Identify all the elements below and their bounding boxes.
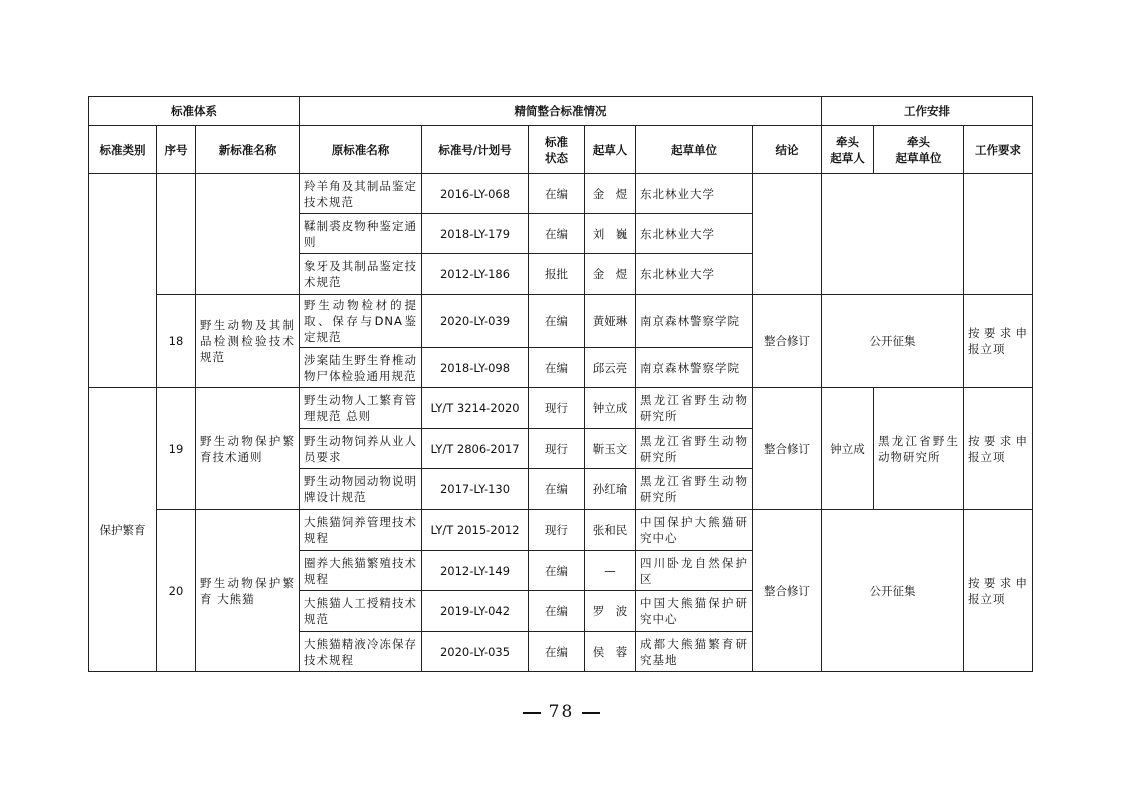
lead-cell-empty: [822, 174, 964, 295]
requirement-cell-empty: [964, 174, 1033, 295]
status-cell: 在编: [529, 551, 585, 591]
orig-name-cell: 羚羊角及其制品鉴定技术规范: [300, 174, 422, 214]
conclusion-cell: 整合修订: [753, 295, 822, 388]
std-no-cell: 2012-LY-149: [422, 551, 529, 591]
drafter-cell: 罗 波: [585, 591, 636, 632]
std-no-cell: LY/T 3214-2020: [422, 388, 529, 429]
drafting-unit-cell: 四川卧龙自然保护区: [636, 551, 753, 591]
status-cell: 在编: [529, 174, 585, 214]
page-number-value: 78: [548, 702, 575, 722]
group-header-streamline: 精简整合标准情况: [300, 97, 822, 126]
col-header-seq: 序号: [157, 126, 196, 174]
status-cell: 现行: [529, 429, 585, 469]
orig-name-cell: 象牙及其制品鉴定技术规范: [300, 254, 422, 295]
std-no-cell: 2017-LY-130: [422, 469, 529, 510]
drafter-cell: —: [585, 551, 636, 591]
orig-name-cell: 大熊猫人工授精技术规范: [300, 591, 422, 632]
col-header-category: 标准类别: [89, 126, 157, 174]
status-cell: 报批: [529, 254, 585, 295]
col-header-lead-person: 牵头 起草人: [822, 126, 874, 174]
drafting-unit-cell: 东北林业大学: [636, 214, 753, 254]
std-no-cell: 2018-LY-179: [422, 214, 529, 254]
drafter-cell: 刘 巍: [585, 214, 636, 254]
lead-cell: 公开征集: [822, 295, 964, 388]
standards-table: [88, 96, 1033, 672]
drafter-cell: 邱云亮: [585, 348, 636, 388]
new-name-cell: 野生动物保护繁育 大熊猫: [196, 510, 300, 672]
group-header-work: 工作安排: [822, 97, 1033, 126]
orig-name-cell: 涉案陆生野生脊椎动物尸体检验通用规范: [300, 348, 422, 388]
drafting-unit-cell: 黑龙江省野生动物研究所: [636, 388, 753, 429]
seq-cell-empty: [157, 174, 196, 295]
new-name-cell: 野生动物及其制品检测检验技术规范: [196, 295, 300, 388]
col-header-status: 标准 状态: [529, 126, 585, 174]
std-no-cell: LY/T 2806-2017: [422, 429, 529, 469]
std-no-cell: 2020-LY-035: [422, 632, 529, 672]
seq-cell: 20: [157, 510, 196, 672]
std-no-cell: 2018-LY-098: [422, 348, 529, 388]
orig-name-cell: 鞣制裘皮物种鉴定通则: [300, 214, 422, 254]
drafting-unit-cell: 东北林业大学: [636, 174, 753, 214]
status-cell: 现行: [529, 510, 585, 551]
orig-name-cell: 大熊猫饲养管理技术规程: [300, 510, 422, 551]
drafting-unit-cell: 南京森林警察学院: [636, 295, 753, 348]
status-cell: 在编: [529, 295, 585, 348]
drafting-unit-cell: 中国保护大熊猫研究中心: [636, 510, 753, 551]
group-header-system: 标准体系: [89, 97, 300, 126]
std-no-cell: 2019-LY-042: [422, 591, 529, 632]
col-header-std-no: 标准号/计划号: [422, 126, 529, 174]
col-header-drafter: 起草人: [585, 126, 636, 174]
seq-cell: 18: [157, 295, 196, 388]
drafting-unit-cell: 黑龙江省野生动物研究所: [636, 469, 753, 510]
col-header-drafting-unit: 起草单位: [636, 126, 753, 174]
orig-name-cell: 圈养大熊猫繁殖技术规程: [300, 551, 422, 591]
status-cell: 在编: [529, 348, 585, 388]
category-cell: 保护繁育: [89, 388, 157, 672]
std-no-cell: LY/T 2015-2012: [422, 510, 529, 551]
seq-cell: 19: [157, 388, 196, 510]
drafting-unit-cell: 南京森林警察学院: [636, 348, 753, 388]
lead-person-cell: 钟立成: [822, 388, 874, 510]
column-header-row: [89, 126, 1033, 174]
dash-left: [523, 712, 541, 714]
drafter-cell: 金 煜: [585, 174, 636, 214]
status-cell: 现行: [529, 388, 585, 429]
std-no-cell: 2016-LY-068: [422, 174, 529, 214]
drafting-unit-cell: 成都大熊猫繁育研究基地: [636, 632, 753, 672]
requirement-cell: 按要求申报立项: [964, 388, 1033, 510]
drafter-cell: 孙红瑜: [585, 469, 636, 510]
requirement-cell: 按要求申报立项: [964, 510, 1033, 672]
status-cell: 在编: [529, 591, 585, 632]
header-group-row: [89, 97, 1033, 126]
table-row: [89, 174, 1033, 214]
requirement-cell: 按要求申报立项: [964, 295, 1033, 388]
col-header-orig-name: 原标准名称: [300, 126, 422, 174]
std-no-cell: 2020-LY-039: [422, 295, 529, 348]
col-header-lead-unit: 牵头 起草单位: [874, 126, 964, 174]
lead-unit-cell: 黑龙江省野生动物研究所: [874, 388, 964, 510]
drafter-cell: 侯 蓉: [585, 632, 636, 672]
conclusion-cell: 整合修订: [753, 510, 822, 672]
drafting-unit-cell: 中国大熊猫保护研究中心: [636, 591, 753, 632]
orig-name-cell: 野生动物园动物说明牌设计规范: [300, 469, 422, 510]
conclusion-cell: 整合修订: [753, 388, 822, 510]
drafter-cell: 靳玉文: [585, 429, 636, 469]
page-number: [0, 702, 1123, 722]
drafter-cell: 金 煜: [585, 254, 636, 295]
dash-right: [582, 712, 600, 714]
col-header-conclusion: 结论: [753, 126, 822, 174]
drafter-cell: 黄娅琳: [585, 295, 636, 348]
orig-name-cell: 大熊猫精液冷冻保存技术规程: [300, 632, 422, 672]
lead-cell: 公开征集: [822, 510, 964, 672]
drafting-unit-cell: 东北林业大学: [636, 254, 753, 295]
status-cell: 在编: [529, 632, 585, 672]
drafting-unit-cell: 黑龙江省野生动物研究所: [636, 429, 753, 469]
table-row: [89, 388, 1033, 429]
new-name-cell-empty: [196, 174, 300, 295]
col-header-new-name: 新标准名称: [196, 126, 300, 174]
status-cell: 在编: [529, 469, 585, 510]
category-cell-continued: [89, 174, 157, 388]
drafter-cell: 张和民: [585, 510, 636, 551]
std-no-cell: 2012-LY-186: [422, 254, 529, 295]
table-row: [89, 510, 1033, 551]
orig-name-cell: 野生动物饲养从业人员要求: [300, 429, 422, 469]
orig-name-cell: 野生动物人工繁育管理规范 总则: [300, 388, 422, 429]
drafter-cell: 钟立成: [585, 388, 636, 429]
new-name-cell: 野生动物保护繁育技术通则: [196, 388, 300, 510]
conclusion-cell-empty: [753, 174, 822, 295]
col-header-requirement: 工作要求: [964, 126, 1033, 174]
table-row: [89, 295, 1033, 348]
status-cell: 在编: [529, 214, 585, 254]
orig-name-cell: 野生动物检材的提取、保存与DNA鉴定规范: [300, 295, 422, 348]
